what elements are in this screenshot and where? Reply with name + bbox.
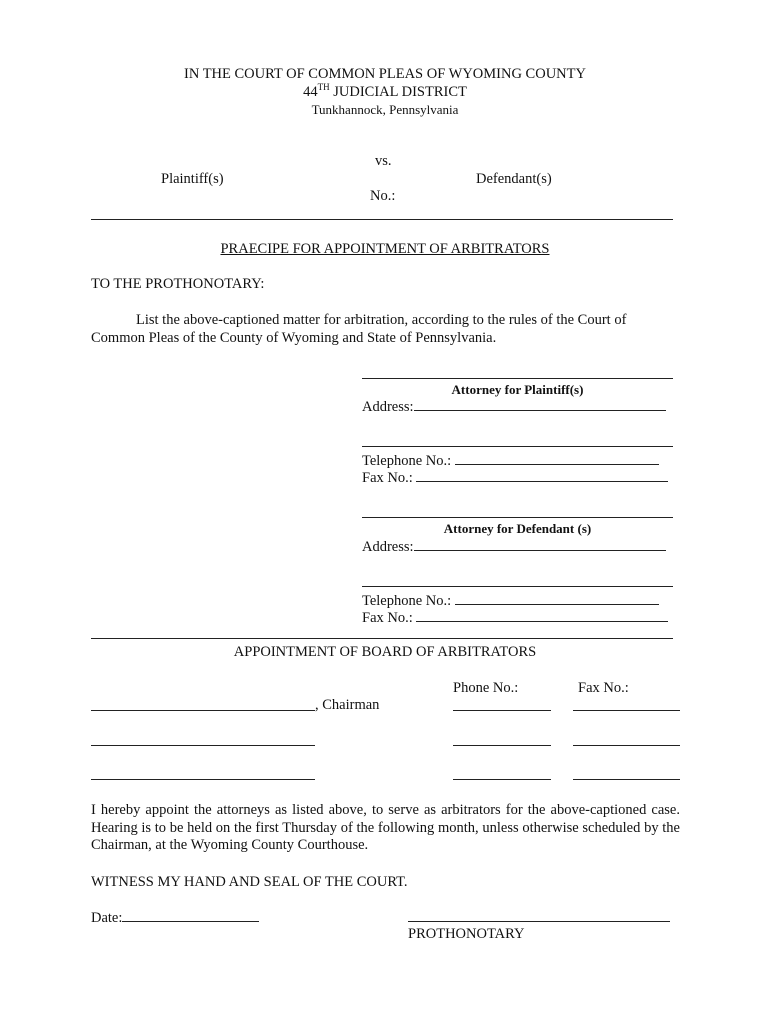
district-label: JUDICIAL DISTRICT: [329, 84, 467, 100]
chairman-phone-line[interactable]: [453, 710, 551, 711]
plaintiff-address-row: [362, 398, 666, 416]
defendant-attorney-signature-line[interactable]: [362, 517, 673, 518]
chairman-fax-line[interactable]: [573, 710, 680, 711]
court-name: IN THE COURT OF COMMON PLEAS OF WYOMING COUNTY: [184, 66, 586, 82]
phone-column-header: Phone No.:: [453, 680, 519, 696]
defendant-telephone-field[interactable]: [455, 592, 659, 605]
defendant-fax-field[interactable]: [416, 609, 668, 622]
chairman-label: , Chairman: [315, 697, 380, 713]
district-suffix: TH: [317, 82, 330, 92]
court-location: Tunkhannock, Pennsylvania: [311, 102, 459, 117]
appointment-paragraph: I hereby appoint the attorneys as listed above, to serve as arbitrators for the above-captioned case. Hearing is to be held on the first Thursday of the following month, unless otherwise scheduled by the Chairman, at the Wyoming County Courthouse.: [91, 802, 680, 853]
versus-label: vs.: [375, 153, 392, 169]
defendant-telephone-label: Telephone No.:: [362, 593, 455, 609]
plaintiff-address-label: Address:: [362, 399, 414, 415]
caption-divider: [91, 219, 673, 220]
defendant-telephone-row: [362, 592, 659, 610]
defendant-address-label: Address:: [362, 539, 414, 555]
arbitrator-3-name-line[interactable]: [91, 779, 315, 780]
plaintiff-fax-field[interactable]: [416, 469, 668, 482]
plaintiff-label: Plaintiff(s): [161, 171, 224, 187]
plaintiff-attorney-heading: Attorney for Plaintiff(s): [451, 382, 584, 397]
arbitrator-3-phone-line[interactable]: [453, 779, 551, 780]
plaintiff-telephone-row: [362, 452, 659, 470]
defendant-address-field[interactable]: [414, 538, 666, 551]
chairman-name-line[interactable]: [91, 710, 315, 711]
defendant-fax-row: [362, 609, 668, 627]
defendant-address-line-2[interactable]: [362, 586, 673, 587]
plaintiff-fax-row: [362, 469, 668, 487]
witness-statement: WITNESS MY HAND AND SEAL OF THE COURT.: [91, 874, 408, 890]
salutation: TO THE PROTHONOTARY:: [91, 276, 265, 292]
defendant-attorney-heading: Attorney for Defendant (s): [443, 521, 592, 536]
plaintiff-attorney-signature-line[interactable]: [362, 378, 673, 379]
plaintiff-address-field[interactable]: [414, 398, 666, 411]
plaintiff-fax-label: Fax No.:: [362, 470, 417, 486]
praecipe-body: List the above-captioned matter for arbitration, according to the rules of the Court of Common Pleas of the County of Wyoming and State of Pennsylvania.: [91, 312, 627, 346]
arbitrator-2-name-line[interactable]: [91, 745, 315, 746]
prothonotary-signature-line[interactable]: [408, 921, 670, 922]
plaintiff-address-line-2[interactable]: [362, 446, 673, 447]
defendant-label: Defendant(s): [476, 171, 552, 187]
arbitrator-3-fax-line[interactable]: [573, 779, 680, 780]
date-field[interactable]: [122, 909, 259, 922]
plaintiff-telephone-label: Telephone No.:: [362, 453, 455, 469]
defendant-address-row: [362, 538, 666, 556]
arbitrator-2-fax-line[interactable]: [573, 745, 680, 746]
date-label: Date:: [91, 910, 123, 926]
date-row: [91, 909, 259, 927]
document-title: PRAECIPE FOR APPOINTMENT OF ARBITRATORS: [220, 241, 550, 257]
district-number: 44: [303, 84, 318, 100]
defendant-fax-label: Fax No.:: [362, 610, 417, 626]
board-divider: [91, 638, 673, 639]
plaintiff-telephone-field[interactable]: [455, 452, 659, 465]
fax-column-header: Fax No.:: [578, 680, 629, 696]
case-number-label: No.:: [370, 188, 396, 204]
arbitrator-2-phone-line[interactable]: [453, 745, 551, 746]
judicial-district: [0, 84, 770, 101]
board-heading: APPOINTMENT OF BOARD OF ARBITRATORS: [233, 644, 537, 660]
prothonotary-label: PROTHONOTARY: [408, 926, 525, 942]
